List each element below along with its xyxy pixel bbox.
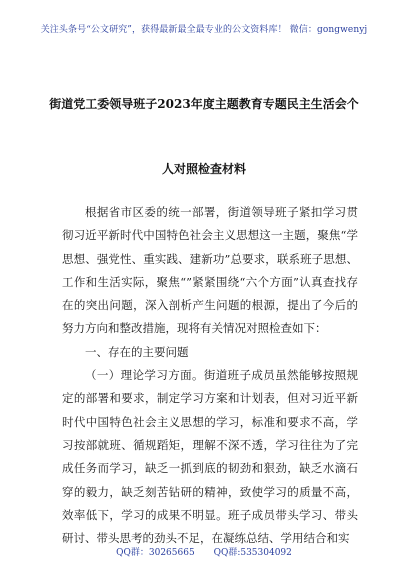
document-body — [62, 201, 358, 550]
subsection-paragraph: （一）理论学习方面。街道班子成员虽然能够按照规定的部署和要求，制定学习方案和计划表，但对习近平新时代中国特色社会主义思想的学习，标准和要求不高，学习按部就班、循规蹈矩，理解不深不透，学习往往为了完成任务而学习，缺乏一抓到底的韧劲和狠劲，缺乏水滴石穿的毅力，缺乏刻苦钻研的精神，致使学习的质量不高，效率低下，学习的成果不明显。班子成员带头学习、带头研讨、带头思考的劲头不足，在凝练总结、学用结合和实 — [62, 368, 358, 546]
section-heading: 一、存在的主要问题 — [85, 344, 189, 359]
document-title-line-1: 街道党工委领导班子2023年度主题教育专题民主生活会个 — [49, 97, 359, 111]
document-title-line-2: 人对照检查材料 — [161, 162, 246, 176]
header-promo-note: 关注头条号“公文研究”，获得最新最全最专业的公文资料库！ 微信：gongwenyj — [40, 25, 368, 35]
footer-qq-group-1: QQ群：30265665 — [116, 548, 195, 558]
footer-qq-groups — [0, 545, 408, 558]
intro-paragraph: 根据省市区委的统一部署，街道领导班子紧扣学习贯彻习近平新时代中国特色社会主义思想这一主题，聚焦“学思想、强党性、重实践、建新功”总要求，联系班子思想、工作和生活实际，聚焦“”紧紧围绕“六个方面”认真查找存在的突出问题，深入剖析产生问题的根源，提出了今后的努力方向和整改措施，现将有关情况对照检查如下： — [62, 205, 358, 336]
footer-qq-group-2: QQ群:535304092 — [213, 548, 292, 558]
